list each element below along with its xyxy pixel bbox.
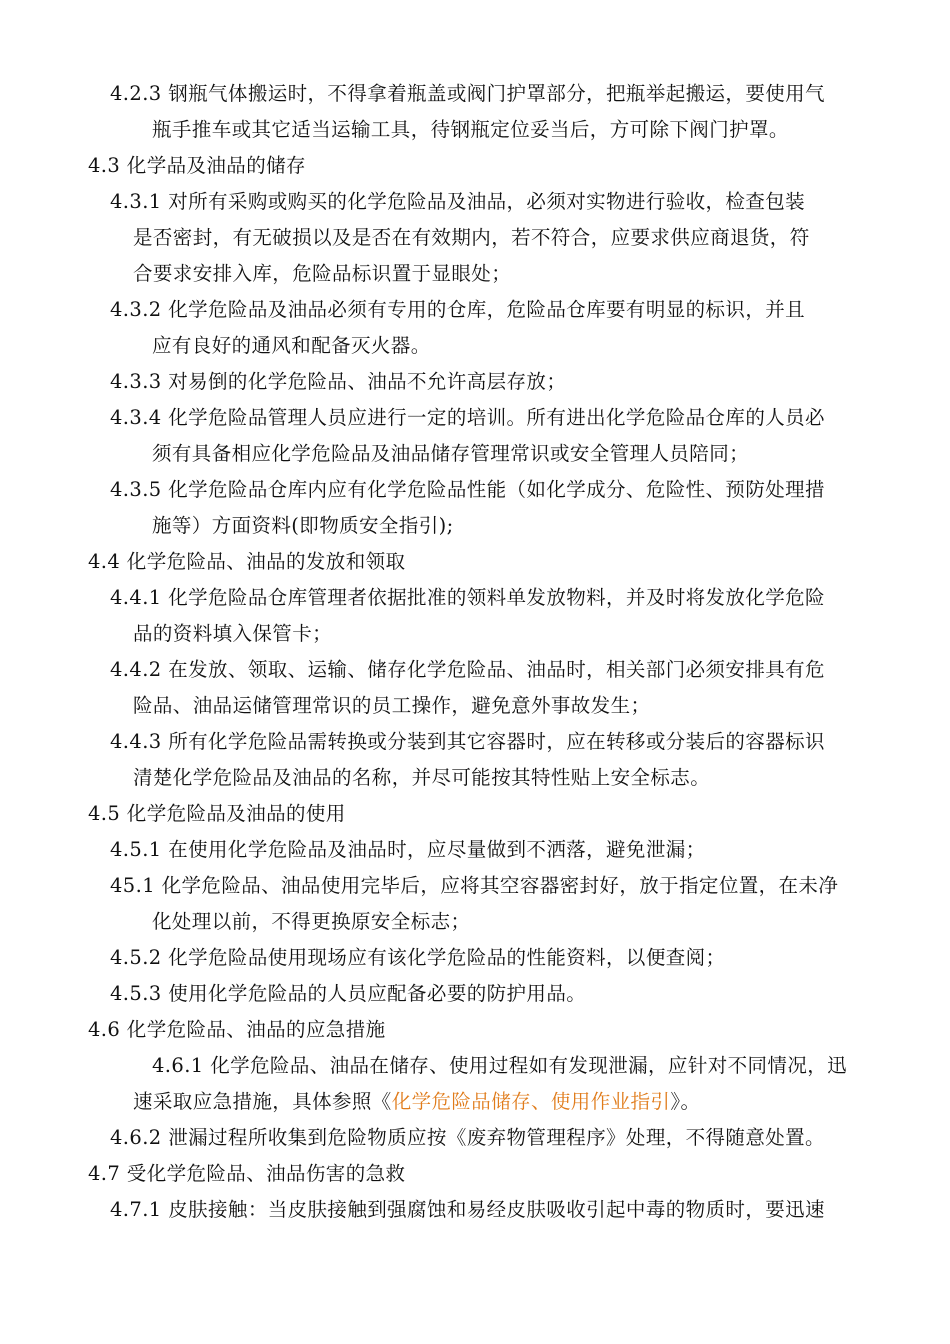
clause-4-5-2: 4.5.2 化学危险品使用现场应有该化学危险品的性能资料，以便查阅； bbox=[110, 946, 726, 969]
clause-4-4-3-line-1: 4.4.3 所有化学危险品需转换或分装到其它容器时，应在转移或分装后的容器标识 bbox=[110, 730, 825, 753]
clause-4-3-5-line-2: 施等）方面资料(即物质安全指引); bbox=[152, 514, 454, 537]
clause-4-6-1-text-after: 》。 bbox=[670, 1090, 701, 1113]
clause-4-3-1-line-2: 是否密封，有无破损以及是否在有效期内，若不符合，应要求供应商退货，符 bbox=[133, 226, 810, 249]
clause-4-6-1-text-before: 速采取应急措施，具体参照《 bbox=[133, 1090, 392, 1113]
clause-4-6-1-line-2 bbox=[133, 1089, 700, 1115]
clause-4-6-1-line-1: 4.6.1 化学危险品、油品在储存、使用过程如有发现泄漏，应针对不同情况，迅 bbox=[152, 1054, 848, 1077]
clause-4-4-1-line-2: 品的资料填入保管卡； bbox=[133, 622, 333, 645]
clause-4-3-5-line-1: 4.3.5 化学危险品仓库内应有化学危险品性能（如化学成分、危险性、预防处理措 bbox=[110, 478, 825, 501]
clause-4-5-3: 4.5.3 使用化学危险品的人员应配备必要的防护用品。 bbox=[110, 982, 587, 1005]
section-4-7-heading: 4.7 受化学危险品、油品伤害的急救 bbox=[88, 1162, 406, 1185]
section-4-5-heading: 4.5 化学危险品及油品的使用 bbox=[88, 802, 346, 825]
clause-4-3-4-line-2: 须有具备相应化学危险品及油品储存管理常识或安全管理人员陪同； bbox=[152, 442, 750, 465]
clause-4-2-3-line-2: 瓶手推车或其它适当运输工具，待钢瓶定位妥当后，方可除下阀门护罩。 bbox=[152, 118, 789, 141]
section-4-3-heading: 4.3 化学品及油品的储存 bbox=[88, 154, 306, 177]
clause-4-2-3-line-1: 4.2.3 钢瓶气体搬运时，不得拿着瓶盖或阀门护罩部分，把瓶举起搬运，要使用气 bbox=[110, 82, 825, 105]
clause-4-4-2-line-2: 险品、油品运储管理常识的员工操作，避免意外事故发生； bbox=[133, 694, 651, 717]
clause-45-1-line-1: 45.1 化学危险品、油品使用完毕后，应将其空容器密封好，放于指定位置，在未净 bbox=[110, 874, 839, 897]
clause-4-7-1-line-1: 4.7.1 皮肤接触：当皮肤接触到强腐蚀和易经皮肤吸收引起中毒的物质时，要迅速 bbox=[110, 1198, 825, 1221]
section-4-6-heading: 4.6 化学危险品、油品的应急措施 bbox=[88, 1018, 386, 1041]
clause-4-3-1-line-3: 合要求安排入库，危险品标识置于显眼处； bbox=[133, 262, 512, 285]
work-instruction-link[interactable]: 化学危险品储存、使用作业指引 bbox=[391, 1090, 671, 1113]
clause-4-3-4-line-1: 4.3.4 化学危险品管理人员应进行一定的培训。所有进出化学危险品仓库的人员必 bbox=[110, 406, 825, 429]
clause-4-4-2-line-1: 4.4.2 在发放、领取、运输、储存化学危险品、油品时，相关部门必须安排具有危 bbox=[110, 658, 825, 681]
clause-4-5-1: 4.5.1 在使用化学危险品及油品时，应尽量做到不洒落，避免泄漏； bbox=[110, 838, 706, 861]
clause-4-4-1-line-1: 4.4.1 化学危险品仓库管理者依据批准的领料单发放物料，并及时将发放化学危险 bbox=[110, 586, 825, 609]
section-4-4-heading: 4.4 化学危险品、油品的发放和领取 bbox=[88, 550, 406, 573]
clause-4-3-2-line-2: 应有良好的通风和配备灭火器。 bbox=[152, 334, 431, 357]
clause-45-1-line-2: 化处理以前，不得更换原安全标志； bbox=[152, 910, 471, 933]
clause-4-3-3: 4.3.3 对易倒的化学危险品、油品不允许高层存放； bbox=[110, 370, 567, 393]
clause-4-4-3-line-2: 清楚化学危险品及油品的名称，并尽可能按其特性贴上安全标志。 bbox=[133, 766, 711, 789]
clause-4-3-2-line-1: 4.3.2 化学危险品及油品必须有专用的仓库，危险品仓库要有明显的标识，并且 bbox=[110, 298, 806, 321]
clause-4-3-1-line-1: 4.3.1 对所有采购或购买的化学危险品及油品，必须对实物进行验收，检查包装 bbox=[110, 190, 806, 213]
clause-4-6-2: 4.6.2 泄漏过程所收集到危险物质应按《废弃物管理程序》处理，不得随意处置。 bbox=[110, 1126, 825, 1149]
